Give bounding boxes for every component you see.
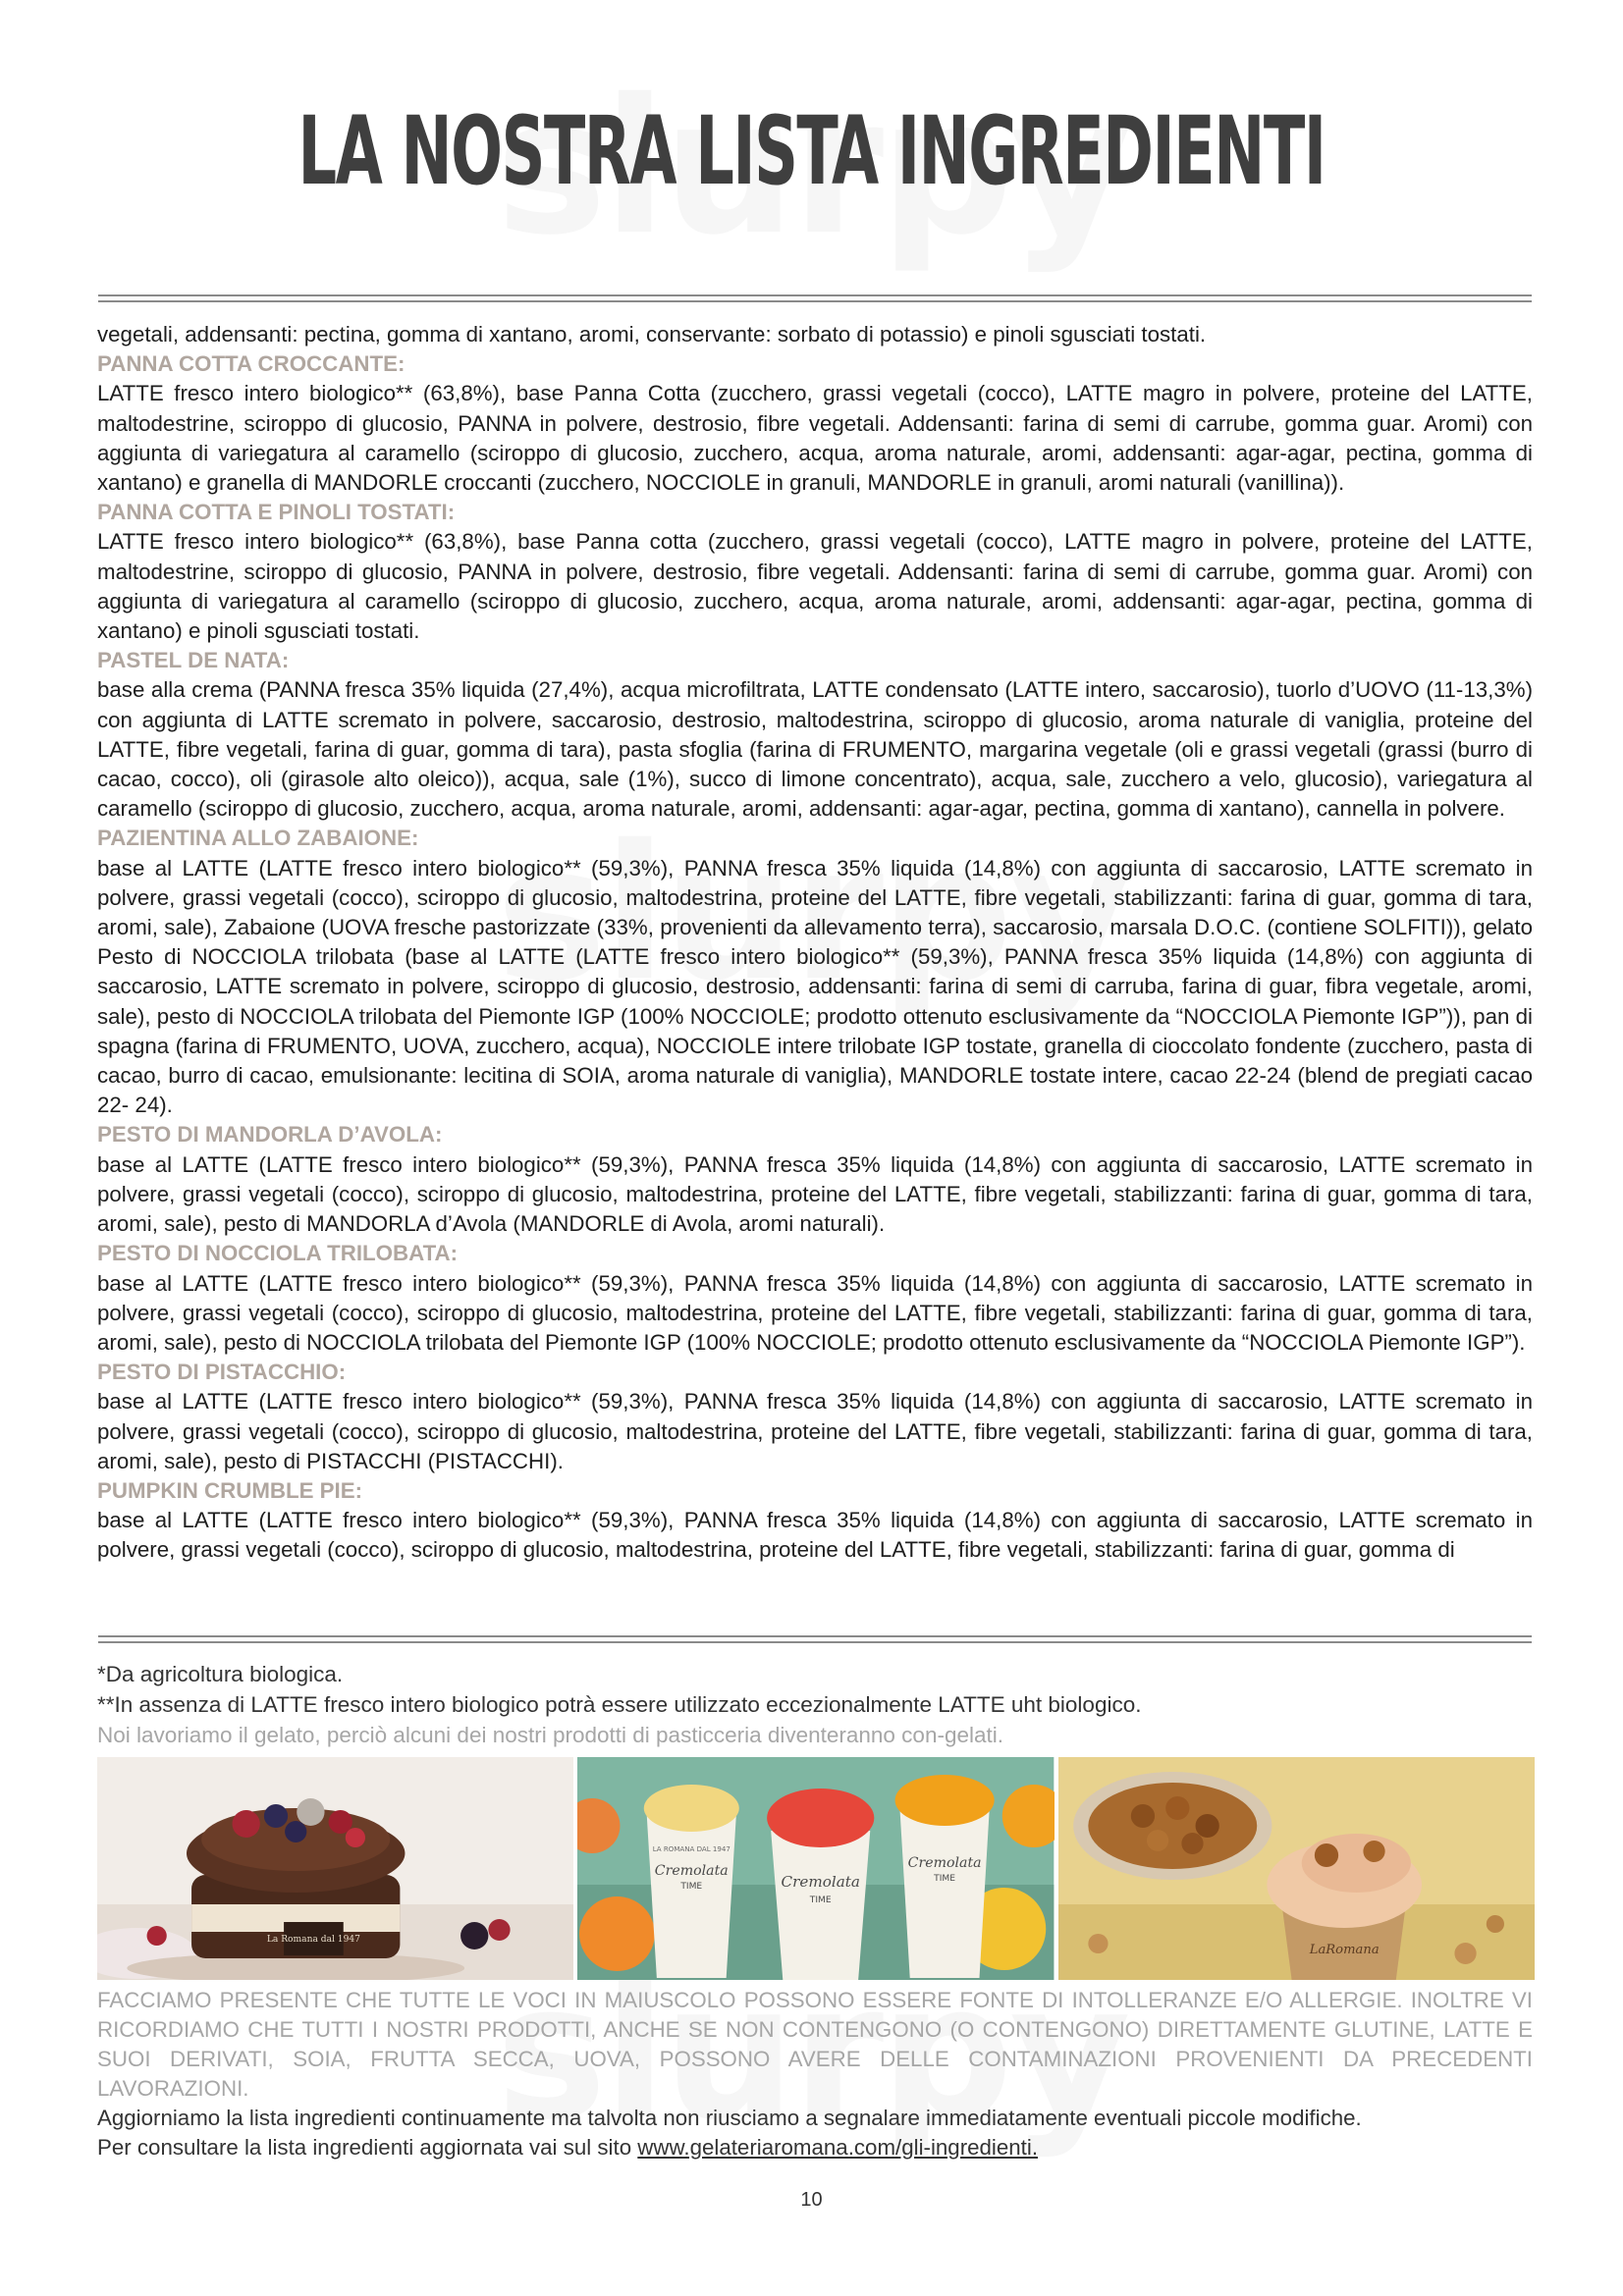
cup-sub-1: TIME bbox=[680, 1882, 703, 1892]
section-heading-panna-cotta-pinoli: PANNA COTTA E PINOLI TOSTATI: bbox=[97, 500, 456, 525]
cup-sub-3: TIME bbox=[934, 1874, 956, 1884]
update-note: Aggiorniamo la lista ingredienti continuamente ma talvolta non riusciamo a segnalare immediatamente eventuali piccole modifiche. bbox=[97, 2106, 1362, 2130]
top-divider bbox=[98, 294, 1532, 302]
section-text-pumpkin-crumble-pie: base al LATTE (LATTE fresco intero biologico** (59,3%), PANNA fresca 35% liquida (14,8%) con aggiunta di saccarosio, LATTE scremato in polvere, grassi vegetali (cocco), sciroppo di glucosio, maltodestrina, proteine del LATTE, fibre vegetali, stabilizzanti: farina di guar, gomma di bbox=[97, 1508, 1533, 1563]
footnotes bbox=[97, 1659, 1541, 1750]
page-title: LA NOSTRA LISTA INGREDIENTI bbox=[298, 96, 1325, 206]
section-heading-pesto-mandorla: PESTO DI MANDORLA D’AVOLA: bbox=[97, 1122, 443, 1148]
ingredients-website-link[interactable]: www.gelateriaromana.com/gli-ingredienti. bbox=[637, 2135, 1039, 2160]
allergy-warning: FACCIAMO PRESENTE CHE TUTTE LE VOCI IN MAIUSCOLO POSSONO ESSERE FONTE DI INTOLLERANZE E/O ALLERGIE. INOLTRE VI RICORDIAMO CHE TUTTI I NOSTRI PRODOTTI, ANCHE SE NON CONTENGONO (O CONTENGONO) DIRETTAMENTE GLUTINE, LATTE E SUOI DERIVATI, SOIA, FRUTTA SECCA, UOVA, POSSONO AVERE DELLE CONTAMINAZIONI PROVENIENTI DA PRECEDENTI LAVORAZIONI. bbox=[97, 1988, 1533, 2101]
cup-top-label: LA ROMANA DAL 1947 bbox=[653, 1844, 731, 1853]
section-heading-pumpkin-crumble-pie: PUMPKIN CRUMBLE PIE: bbox=[97, 1477, 363, 1503]
cake-photo bbox=[97, 1757, 573, 1980]
footnote-organic: *Da agricoltura biologica. bbox=[97, 1662, 344, 1686]
section-heading-pastel-de-nata: PASTEL DE NATA: bbox=[97, 648, 290, 673]
section-text-pesto-mandorla: base al LATTE (LATTE fresco intero biologico** (59,3%), PANNA fresca 35% liquida (14,8%) con aggiunta di saccarosio, LATTE scremato in polvere, grassi vegetali (cocco), sciroppo di glucosio, maltodestrina, proteine del LATTE, fibre vegetali, stabilizzanti: farina di guar, gomma di tara, aromi, sale), pesto di MANDORLA d’Avola (MANDORLE di Avola, aromi naturali). bbox=[97, 1151, 1533, 1237]
product-photo-strip bbox=[97, 1757, 1535, 1980]
cake-label: La Romana dal 1947 bbox=[266, 1935, 360, 1945]
section-text-panna-cotta-croccante: LATTE fresco intero biologico** (63,8%), base Panna Cotta (zucchero, grassi vegetali (cocco), LATTE magro in polvere, proteine del LATTE, maltodestrine, sciroppo di glucosio, PANNA in polvere, destrosio, fibre vegetali. Addensanti: farina di semi di carrube, gomma guar. Aromi) con aggiunta di variegatura al caramello (sciroppo di glucosio, zucchero, acqua, aroma naturale, aromi, addensanti: agar-agar, pectina, gomma di xantano) e granella di MANDORLE croccanti (zucchero, NOCCIOLE in granuli, MANDORLE in granuli, aromi naturali (vanillina)). bbox=[97, 381, 1533, 496]
section-heading-panna-cotta-croccante: PANNA COTTA CROCCANTE: bbox=[97, 351, 406, 377]
section-text-pesto-pistacchio: base al LATTE (LATTE fresco intero biologico** (59,3%), PANNA fresca 35% liquida (14,8%) con aggiunta di saccarosio, LATTE scremato in polvere, grassi vegetali (cocco), sciroppo di glucosio, maltodestrina, proteine del LATTE, fibre vegetali, stabilizzanti: farina di guar, gomma di tara, aromi, sale), pesto di PISTACCHI (PISTACCHI). bbox=[97, 1389, 1533, 1473]
section-heading-pesto-pistacchio: PESTO DI PISTACCHIO: bbox=[97, 1360, 347, 1385]
cup-sub-2: TIME bbox=[810, 1896, 832, 1905]
section-heading-pesto-nocciola: PESTO DI NOCCIOLA TRILOBATA: bbox=[97, 1241, 459, 1266]
consult-prefix: Per consultare la lista ingredienti aggiornata vai sul sito bbox=[97, 2135, 638, 2160]
bottom-divider bbox=[98, 1635, 1532, 1643]
consult-note bbox=[97, 2133, 1533, 2163]
section-heading-pazientina: PAZIENTINA ALLO ZABAIONE: bbox=[97, 826, 419, 851]
section-text-pazientina: base al LATTE (LATTE fresco intero biologico** (59,3%), PANNA fresca 35% liquida (14,8%) con aggiunta di saccarosio, LATTE scremato in polvere, grassi vegetali (cocco), sciroppo di glucosio, maltodestrina, proteine del LATTE, fibre vegetali, stabilizzanti: farina di guar, gomma di tara, aromi, sale), Zabaione (UOVA fresche pastorizzate (33%, provenienti da allevamento terra), saccarosio, marsala D.O.C. (contiene SOLFITI)), gelato Pesto di NOCCIOLA trilobata (base al LATTE (LATTE fresco intero biologico** (59,3%), PANNA fresca 35% liquida (14,8%) con aggiunta di saccarosio, LATTE scremato in polvere, sciroppo di glucosio, destrosio, addensanti: farina di semi di carruba, farina di guar, fibra vegetale, aromi, sale), pesto di NOCCIOLA trilobata del Piemonte IGP (100% NOCCIOLE; prodotto ottenuto esclusivamente da “NOCCIOLA Piemonte IGP”)), pan di spagna (farina di FRUMENTO, UOVA, zucchero, acqua), NOCCIOLE intere trilobate IGP tostate, granella di cioccolato fondente (zucchero, pasta di cacao, burro di cacao, emulsionante: lecitina di SOIA, aroma naturale di vaniglia), MANDORLE tostate intere, cacao 22-24 (blend de pregiati cacao 22- 24). bbox=[97, 855, 1533, 1118]
ingredients-list bbox=[97, 320, 1533, 1566]
page-number: 10 bbox=[800, 2189, 823, 2211]
footnote-congelati: Noi lavoriamo il gelato, perciò alcuni dei nostri prodotti di pasticceria diventeranno con-gelati. bbox=[97, 1723, 1003, 1747]
cup-brand-2: Cremolata bbox=[781, 1873, 861, 1891]
nuts-gelato-photo bbox=[1058, 1757, 1535, 1980]
cremolata-cups-photo bbox=[577, 1757, 1054, 1980]
intro-text: vegetali, addensanti: pectina, gomma di xantano, aromi, conservante: sorbato di potassio) e pinoli sgusciati tostati. bbox=[97, 322, 1207, 347]
section-text-pesto-nocciola: base al LATTE (LATTE fresco intero biologico** (59,3%), PANNA fresca 35% liquida (14,8%) con aggiunta di saccarosio, LATTE scremato in polvere, grassi vegetali (cocco), sciroppo di glucosio, maltodestrina, proteine del LATTE, fibre vegetali, stabilizzanti: farina di guar, gomma di tara, aromi, sale), pesto di NOCCIOLA trilobata del Piemonte IGP (100% NOCCIOLE; prodotto ottenuto esclusivamente da “NOCCIOLA Piemonte IGP”). bbox=[97, 1270, 1533, 1355]
section-text-pastel-de-nata: base alla crema (PANNA fresca 35% liquida (27,4%), acqua microfiltrata, LATTE condensato (LATTE intero, saccarosio), tuorlo d’UOVO (11-13,3%) con aggiunta di LATTE scremato in polvere, saccarosio, destrosio, maltodestrina, sciroppo di glucosio, aroma naturale di vaniglia, proteine del LATTE, fibre vegetali, farina di guar, gomma di tara), pasta sfoglia (farina di FRUMENTO, margarina vegetale (oli e grassi vegetali (grassi (burro di cacao, cocco), oli (girasole alto oleico)), acqua, sale (1%), succo di limone concentrato), acqua, sale, zucchero a velo, glucosio), variegatura al caramello (sciroppo di glucosio, zucchero, acqua, aroma naturale, aromi, addensanti: agar-agar, pectina, gomma di xantano), cannella in polvere. bbox=[97, 677, 1533, 822]
section-text-panna-cotta-pinoli: LATTE fresco intero biologico** (63,8%), base Panna cotta (zucchero, grassi vegetali (cocco), LATTE magro in polvere, proteine del LATTE, maltodestrine, sciroppo di glucosio, PANNA in polvere, destrosio, fibre vegetali. Addensanti: farina di semi di carrube, gomma guar. Aromi) con aggiunta di variegatura al caramello (sciroppo di glucosio, zucchero, acqua, aroma naturale, aromi, addensanti: agar-agar, pectina, gomma di xantano) e pinoli sgusciati tostati. bbox=[97, 529, 1533, 644]
tub-label: LaRomana bbox=[1309, 1943, 1380, 1957]
footnote-uht: **In assenza di LATTE fresco intero biologico potrà essere utilizzato eccezionalmente LATTE uht biologico. bbox=[97, 1692, 1142, 1717]
cup-brand-3: Cremolata bbox=[907, 1855, 982, 1871]
cup-brand-1: Cremolata bbox=[655, 1863, 730, 1879]
allergy-disclaimer bbox=[97, 1986, 1533, 2163]
